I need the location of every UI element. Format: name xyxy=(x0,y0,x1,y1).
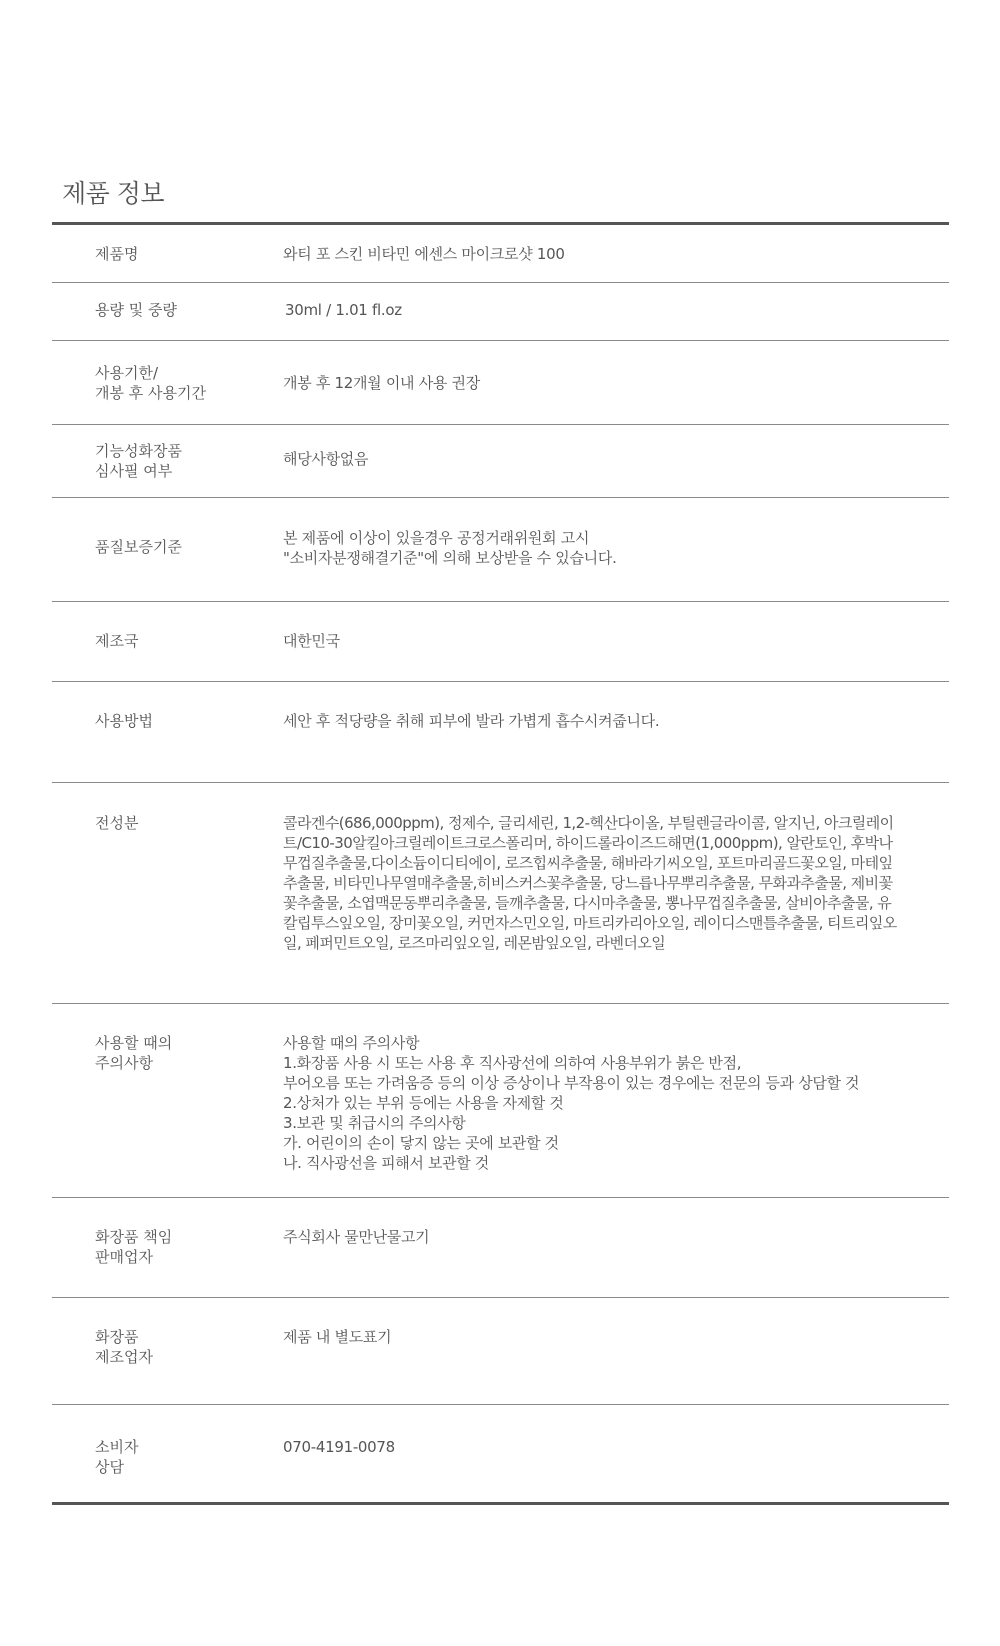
row-value: 해당사항없음 xyxy=(283,450,369,468)
row-value: 콜라겐수(686,000ppm), 정제수, 글리세린, 1,2-헥산다이올, 부틸렌글라이콜, 알지닌, 아크릴레이 트/C10-30알킬아크릴레이트크로스폴리머, 하이드롤라이즈드해면(1,000ppm), 알란토인, 후박나 무껍질추출물,다이소듐이디티에이, 로즈힙씨추출물, 해바라기씨오일, 포트마리골드꽃오일, 마테잎 추출물, 비타민나무열매추출물,히비스커스꽃추출물, 당느릅나무뿌리추출물, 무화과추출물, 제비꽃 꽃추출물, 소엽맥문동뿌리추출물, 들깨추출물, 다시마추출물, 뽕나무껍질추출물, 살비아추출물, 유 칼립투스잎오일, 장미꽃오일, 커먼자스민오일, 마트리카리아오일, 레이디스맨틀추출물, 티트리잎오 일, 페퍼민트오일, 로즈마리잎오일, 레몬밤잎오일, 라벤더오일 xyxy=(283,814,897,952)
row-value: 개봉 후 12개월 이내 사용 권장 xyxy=(283,374,480,392)
row-label: 전성분 xyxy=(95,814,139,832)
row-label: 품질보증기준 xyxy=(95,538,182,556)
row-label: 화장품 책임 판매업자 xyxy=(95,1228,173,1266)
row-value: 제품 내 별도표기 xyxy=(283,1328,392,1346)
row-label: 기능성화장품 심사필 여부 xyxy=(95,442,182,480)
section-title: 제품 정보 xyxy=(62,179,165,208)
table-row-seller xyxy=(52,1198,949,1298)
row-label: 용량 및 중량 xyxy=(95,301,177,319)
table-row-usage xyxy=(52,682,949,783)
table-row-functional-review xyxy=(52,425,949,498)
table-row-volume xyxy=(52,283,949,341)
row-label: 사용방법 xyxy=(95,712,153,730)
table-row-product-name xyxy=(52,225,949,283)
row-value: 30ml / 1.01 fl.oz xyxy=(285,301,402,319)
row-label: 화장품 제조업자 xyxy=(95,1328,153,1366)
row-label: 소비자 상담 xyxy=(95,1438,139,1476)
row-label: 제조국 xyxy=(95,632,139,650)
row-value: 본 제품에 이상이 있을경우 공정거래위원회 고시 "소비자분쟁해결기준"에 의해 보상받을 수 있습니다. xyxy=(283,529,617,567)
row-label: 제품명 xyxy=(95,245,139,263)
table-row-country xyxy=(52,602,949,682)
row-value: 세안 후 적당량을 취해 피부에 발라 가볍게 흡수시켜줍니다. xyxy=(283,712,660,730)
table-row-ingredients xyxy=(52,783,949,1004)
product-info-table xyxy=(52,222,949,1505)
row-value: 사용할 때의 주의사항 1.화장품 사용 시 또는 사용 후 직사광선에 의하여 사용부위가 붉은 반점, 부어오름 또는 가려움증 등의 이상 증상이나 부작용이 있는 경우에는 전문의 등과 상담할 것 2.상처가 있는 부위 등에는 사용을 자제할 것 3.보관 및 취급시의 주의사항 가. 어린이의 손이 닿지 않는 곳에 보관할 것 나. 직사광선을 피해서 보관할 것 xyxy=(283,1034,860,1172)
row-label: 사용기한/ 개봉 후 사용기간 xyxy=(95,364,206,402)
row-value: 대한민국 xyxy=(283,632,340,650)
row-label: 사용할 때의 주의사항 xyxy=(95,1034,173,1072)
row-value: 070-4191-0078 xyxy=(283,1438,395,1456)
row-value: 주식회사 물만난물고기 xyxy=(283,1228,430,1246)
table-row-expiry xyxy=(52,341,949,425)
table-row-precautions xyxy=(52,1004,949,1198)
table-row-manufacturer xyxy=(52,1298,949,1405)
row-value: 와티 포 스킨 비타민 에센스 마이크로샷 100 xyxy=(283,245,565,263)
table-row-quality-guarantee xyxy=(52,498,949,602)
table-row-consumer-contact xyxy=(52,1405,949,1502)
